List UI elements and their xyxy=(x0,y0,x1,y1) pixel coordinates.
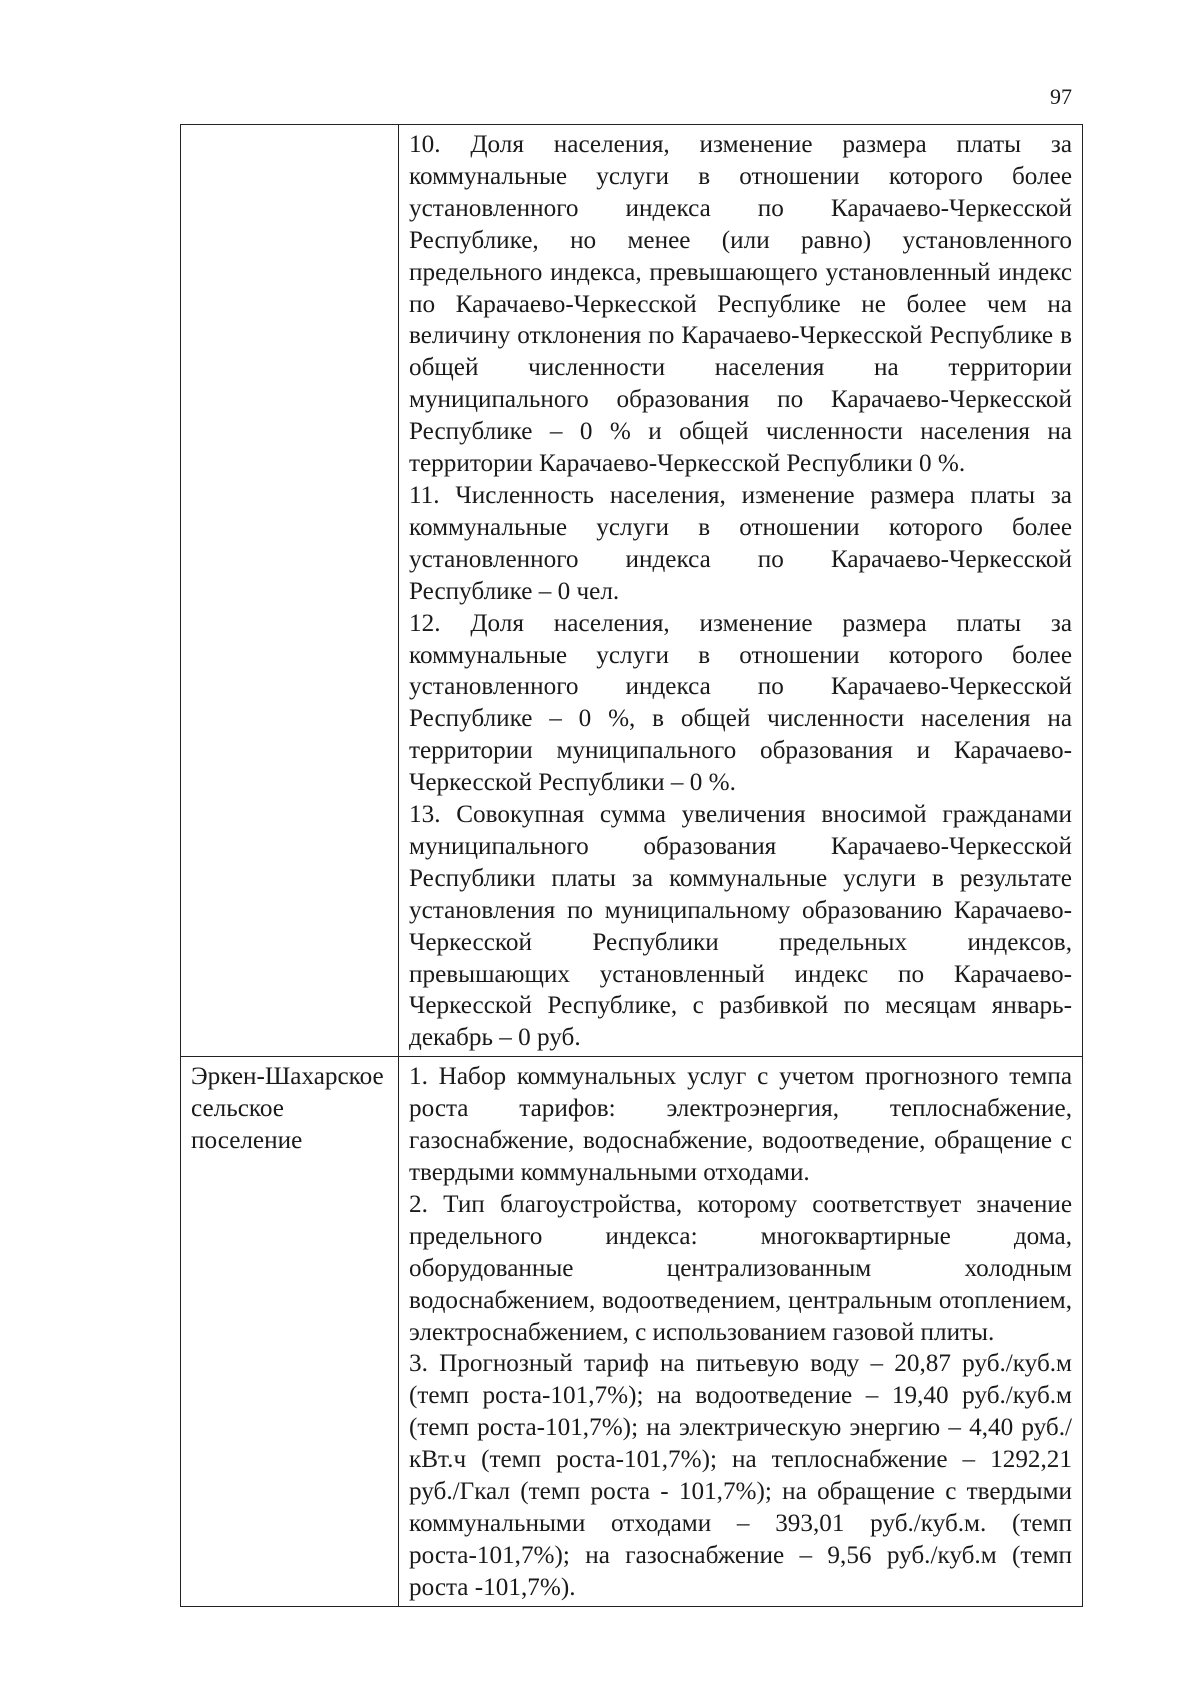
paragraph-item-2: 2. Тип благоустройства, которому соответствует значение предельного индекса: многоквартирные дома, оборудованные централизованным холодным водоснабжением, водоотведением, центральным отоплением, электроснабжением, с использованием газовой плиты. xyxy=(409,1190,1072,1346)
table-row xyxy=(181,125,1083,1057)
paragraph-item-10: 10. Доля населения, изменение размера платы за коммунальные услуги в отношении которого более установленного индекса по Карачаево-Черкесской Республике, но менее (или равно) установленного предельного индекса, превышающего установленный индекс по Карачаево-Черкесской Республике не более чем на величину отклонения по Карачаево-Черкесской Республике в общей численности населения на территории муниципального образования по Карачаево-Черкесской Республике – 0 % и общей численности населения на территории Карачаево-Черкесской Республики 0 %. xyxy=(409,131,1072,478)
paragraph-item-3: 3. Прогнозный тариф на питьевую воду – 20,87 руб./куб.м (темп роста-101,7%); на водоотведение – 19,40 руб./куб.м (темп роста-101,7%); на электрическую энергию – 4,40 руб./кВт.ч (темп роста-101,7%); на теплоснабжение – 1292,21 руб./Гкал (темп роста - 101,7%); на обращение с твердыми коммунальными отходами – 393,01 руб./куб.м. (темп роста-101,7%); на газоснабжение – 9,56 руб./куб.м (темп роста -101,7%). xyxy=(409,1350,1072,1601)
table-row xyxy=(181,1057,1083,1606)
paragraph-item-11: 11. Численность населения, изменение размера платы за коммунальные услуги в отношении которого более установленного индекса по Карачаево-Черкесской Республике – 0 чел. xyxy=(409,481,1072,605)
municipality-cell xyxy=(181,125,399,1057)
indicators-cell xyxy=(399,125,1083,1057)
document-table xyxy=(180,124,1083,1607)
page-number: 97 xyxy=(1050,84,1072,109)
paragraph-item-13: 13. Совокупная сумма увеличения вносимой гражданами муниципального образования Карачаево-Черкесской Республики платы за коммунальные услуги в результате установления по муниципальному образованию Карачаево-Черкесской Республики предельных индексов, превышающих установленный индекс по Карачаево-Черкесской Республике, с разбивкой по месяцам январь-декабрь – 0 руб. xyxy=(409,801,1072,1052)
paragraph-item-1: 1. Набор коммунальных услуг с учетом прогнозного темпа роста тарифов: электроэнергия, теплоснабжение, газоснабжение, водоснабжение, водоотведение, обращение с твердыми коммунальными отходами. xyxy=(409,1063,1072,1186)
paragraph-item-12: 12. Доля населения, изменение размера платы за коммунальные услуги в отношении которого более установленного индекса по Карачаево-Черкесской Республике – 0 %, в общей численности населения на территории муниципального образования и Карачаево-Черкесской Республики – 0 %. xyxy=(409,609,1072,797)
municipality-cell: Эркен-Шахарское сельское поселение xyxy=(181,1057,399,1606)
indicators-cell xyxy=(399,1057,1083,1606)
